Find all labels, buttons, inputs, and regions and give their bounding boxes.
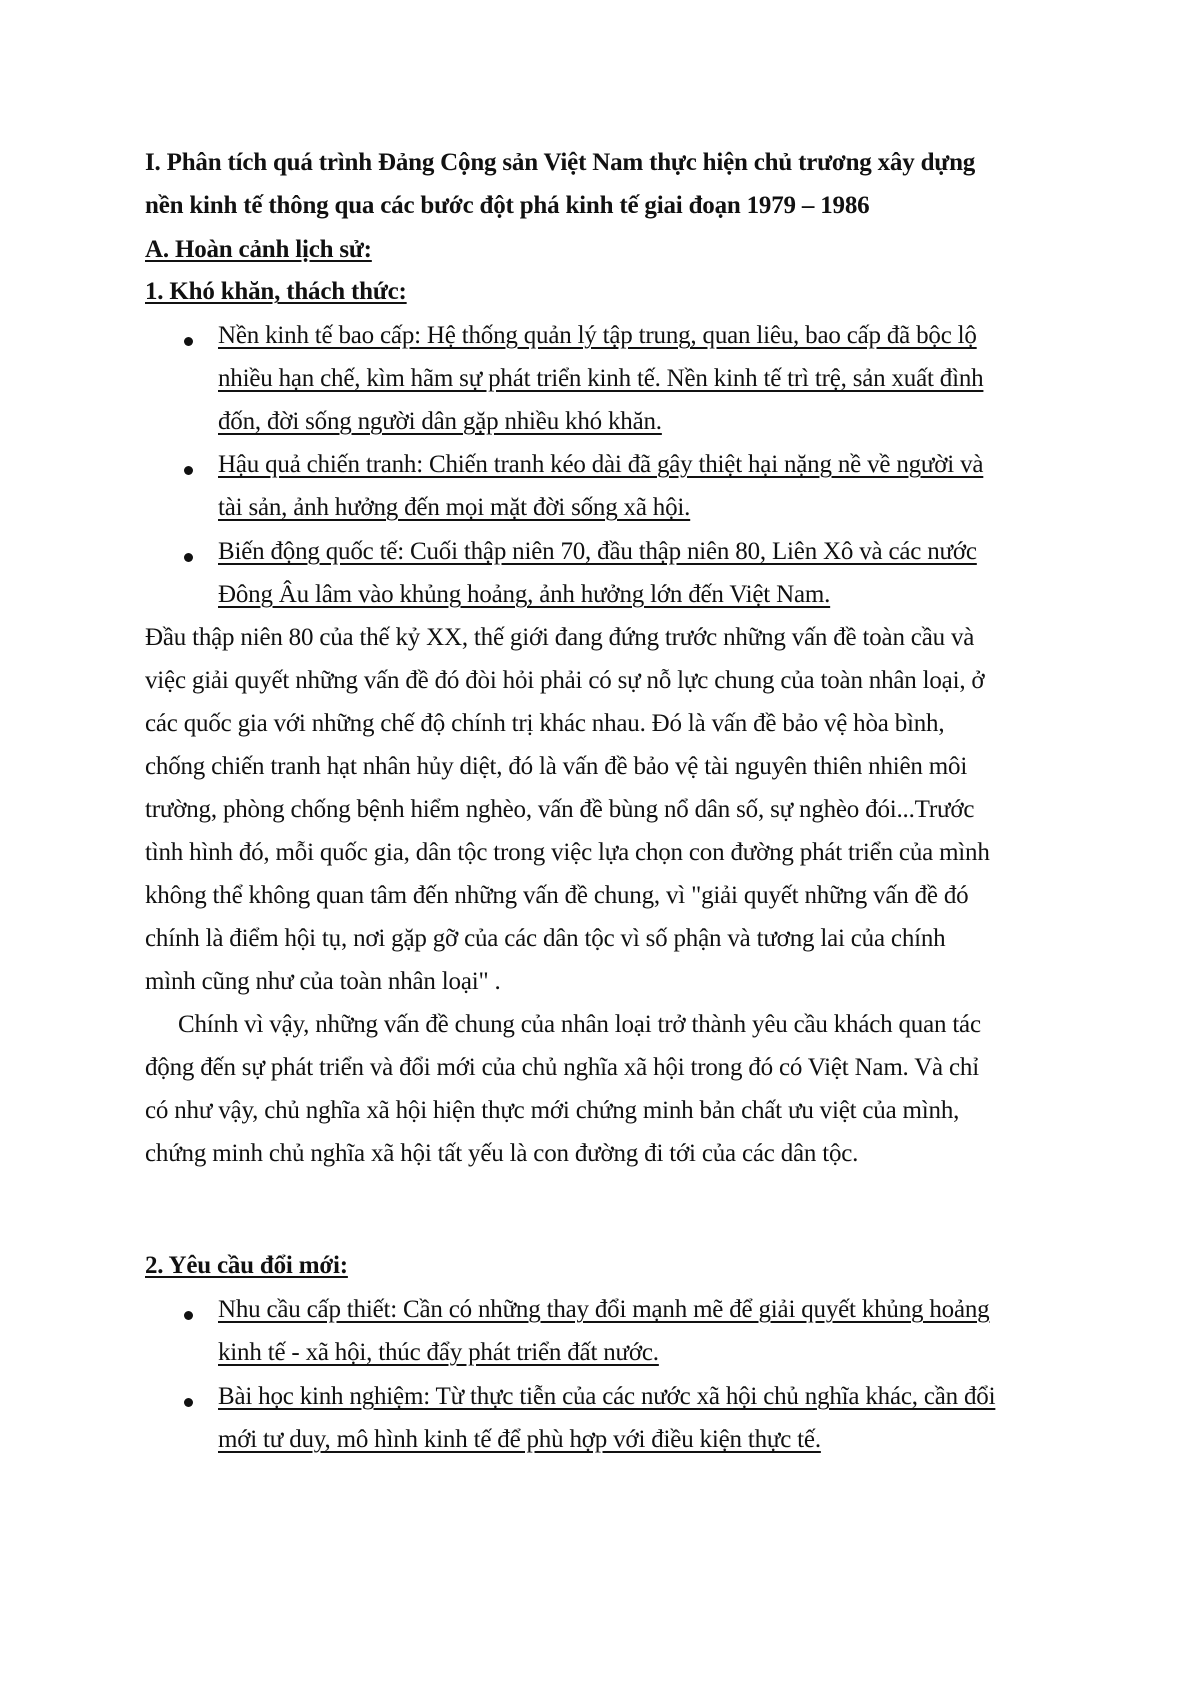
bullet-1-line-2: nhiều hạn chế, kìm hãm sự phát triển kinh tế. Nền kinh tế trì trệ, sản xuất đình bbox=[218, 365, 984, 392]
bullet-icon bbox=[184, 1311, 193, 1320]
bullet-2-line-2: tài sản, ảnh hưởng đến mọi mặt đời sống xã hội. bbox=[218, 494, 691, 521]
bullet-icon bbox=[184, 466, 193, 475]
subsection-1-heading: 1. Khó khăn, thách thức: bbox=[145, 278, 407, 305]
bullet-icon bbox=[184, 337, 193, 346]
paragraph-1-line: Đầu thập niên 80 của thế kỷ XX, thế giới đang đứng trước những vấn đề toàn cầu và bbox=[145, 624, 975, 651]
bullet-3-line-1: Biến động quốc tế: Cuối thập niên 70, đầu thập niên 80, Liên Xô và các nước bbox=[218, 538, 977, 565]
bullet-1-line-1: Nền kinh tế bao cấp: Hệ thống quản lý tập trung, quan liêu, bao cấp đã bộc lộ bbox=[218, 322, 977, 349]
bullet-5-line-1: Bài học kinh nghiệm: Từ thực tiễn của các nước xã hội chủ nghĩa khác, cần đổi bbox=[218, 1383, 996, 1410]
paragraph-2-line: có như vậy, chủ nghĩa xã hội hiện thực mới chứng minh bản chất ưu việt của mình, bbox=[145, 1097, 960, 1124]
bullet-5-line-2: mới tư duy, mô hình kinh tế để phù hợp với điều kiện thực tế. bbox=[218, 1426, 821, 1453]
bullet-icon bbox=[184, 553, 193, 562]
bullet-3-line-2: Đông Âu lâm vào khủng hoảng, ảnh hưởng lớn đến Việt Nam. bbox=[218, 581, 831, 608]
bullet-4-line-2: kinh tế - xã hội, thúc đẩy phát triển đất nước. bbox=[218, 1339, 659, 1366]
paragraph-2-line: chứng minh chủ nghĩa xã hội tất yếu là con đường đi tới của các dân tộc. bbox=[145, 1140, 859, 1167]
bullet-2-line-1: Hậu quả chiến tranh: Chiến tranh kéo dài đã gây thiệt hại nặng nề về người và bbox=[218, 451, 984, 478]
bullet-icon bbox=[184, 1398, 193, 1407]
paragraph-1-line: các quốc gia với những chế độ chính trị khác nhau. Đó là vấn đề bảo vệ hòa bình, bbox=[145, 710, 945, 737]
paragraph-1-line: chống chiến tranh hạt nhân hủy diệt, đó là vấn đề bảo vệ tài nguyên thiên nhiên môi bbox=[145, 753, 968, 780]
document-title-line-2: nền kinh tế thông qua các bước đột phá kinh tế giai đoạn 1979 – 1986 bbox=[145, 192, 870, 219]
paragraph-1-line: không thể không quan tâm đến những vấn đề chung, vì "giải quyết những vấn đề đó bbox=[145, 882, 969, 909]
paragraph-1-line: tình hình đó, mỗi quốc gia, dân tộc trong việc lựa chọn con đường phát triển của mình bbox=[145, 839, 990, 866]
paragraph-2-line: Chính vì vậy, những vấn đề chung của nhân loại trở thành yêu cầu khách quan tác bbox=[178, 1011, 981, 1038]
document-title-line-1: I. Phân tích quá trình Đảng Cộng sản Việt Nam thực hiện chủ trương xây dựng bbox=[145, 149, 976, 176]
paragraph-1-line: chính là điểm hội tụ, nơi gặp gỡ của các dân tộc vì số phận và tương lai của chính bbox=[145, 925, 946, 952]
bullet-4-line-1: Nhu cầu cấp thiết: Cần có những thay đổi mạnh mẽ để giải quyết khủng hoảng bbox=[218, 1296, 990, 1323]
paragraph-1-line: mình cũng như của toàn nhân loại" . bbox=[145, 968, 501, 995]
paragraph-1-line: việc giải quyết những vấn đề đó đòi hỏi phải có sự nỗ lực chung của toàn nhân loại, ở bbox=[145, 667, 985, 694]
bullet-1-line-3: đốn, đời sống người dân gặp nhiều khó khăn. bbox=[218, 408, 662, 435]
section-a-heading: A. Hoàn cảnh lịch sử: bbox=[145, 236, 372, 263]
subsection-2-heading: 2. Yêu cầu đổi mới: bbox=[145, 1252, 348, 1279]
paragraph-1-line: trường, phòng chống bệnh hiểm nghèo, vấn đề bùng nổ dân số, sự nghèo đói...Trước bbox=[145, 796, 975, 823]
paragraph-2-line: động đến sự phát triển và đổi mới của chủ nghĩa xã hội trong đó có Việt Nam. Và chỉ bbox=[145, 1054, 979, 1081]
